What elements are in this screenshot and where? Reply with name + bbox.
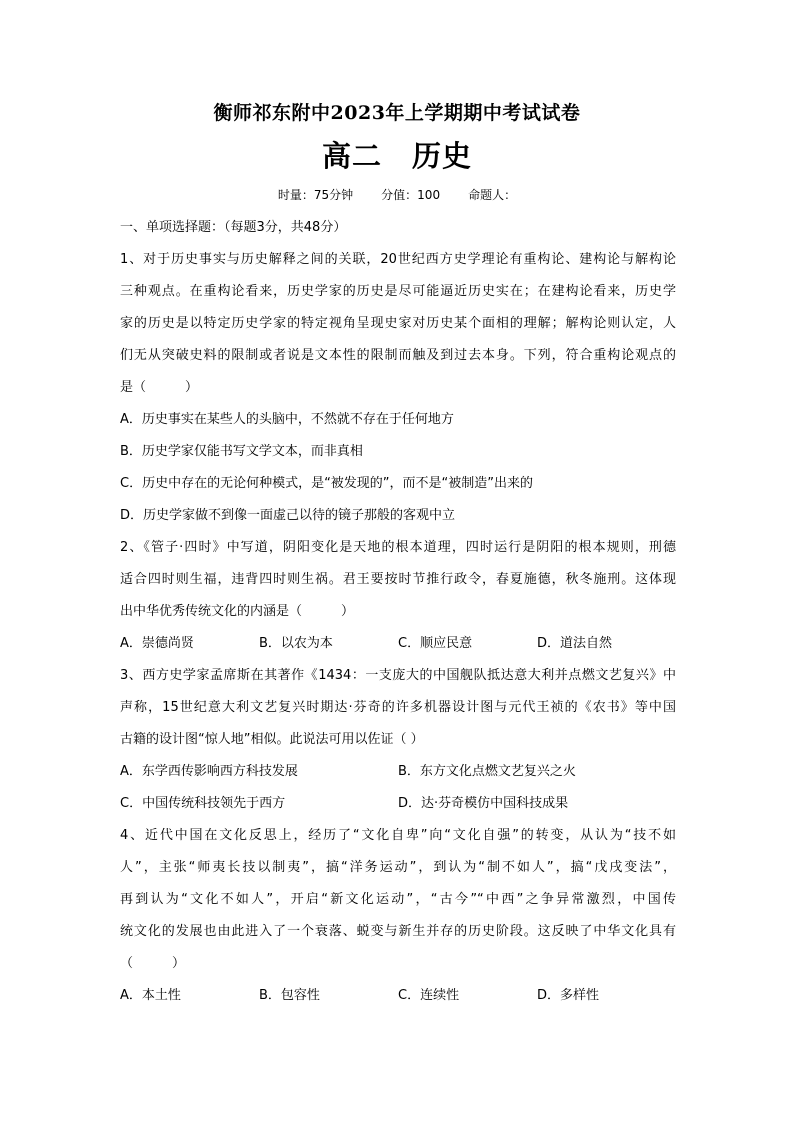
option-c: C．中国传统科技领先于西方 — [120, 796, 286, 811]
question-stem-line: 声称，15世纪意大利文艺复兴时期达·芬奇的许多机器设计图与元代王祯的《农书》等中国 — [120, 700, 676, 715]
question-stem-line: 们无从突破史料的限制或者说是文本性的限制而触及到过去本身。下列，符合重构论观点的 — [120, 348, 676, 363]
question-stem-line: 家的历史是以特定历史学家的特定视角呈现史家对历史某个面相的理解；解构论则认定，人 — [120, 316, 676, 331]
grade-label: 高二 — [321, 139, 382, 173]
subject-label: 历史 — [412, 139, 473, 173]
question-1 — [120, 244, 676, 532]
option-b: B．历史学家仅能书写文学文本，而非真相 — [120, 444, 363, 459]
exam-title: 衡师祁东附中2023年上学期期中考试试卷 — [213, 102, 581, 124]
exam-body — [120, 212, 676, 1012]
question-stem-line: 人”，主张“师夷长技以制夷”，搞“洋务运动”，到认为“制不如人”，搞“戊戌变法”， — [120, 860, 676, 875]
question-4 — [120, 820, 676, 1012]
section-heading: 一、单项选择题：（每题3分，共48分） — [120, 220, 347, 235]
question-stem-line: 统文化的发展也由此进入了一个衰落、蜕变与新生并存的历史阶段。这反映了中华文化具有 — [120, 924, 676, 939]
option-a: A．东学西传影响西方科技发展 — [120, 764, 298, 779]
option-b: B．以农为本 — [259, 636, 333, 651]
option-c: C．顺应民意 — [398, 636, 473, 651]
question-stem-line: 3、西方史学家孟席斯在其著作《1434：一支庞大的中国舰队抵达意大利并点燃文艺复兴》中 — [120, 668, 676, 683]
question-stem-line: 再到认为“文化不如人”，开启“新文化运动”，“古今”“中西”之争异常激烈，中国传 — [120, 892, 676, 907]
option-d: D．历史学家做不到像一面虚己以待的镜子那般的客观中立 — [120, 508, 456, 523]
option-d: D．达·芬奇模仿中国科技成果 — [398, 796, 569, 811]
option-a: A．历史事实在某些人的头脑中，不然就不存在于任何地方 — [120, 412, 454, 427]
option-c: C．历史中存在的无论何种模式，是“被发现的”，而不是“被制造”出来的 — [120, 476, 534, 491]
option-d: D．道法自然 — [537, 636, 613, 651]
exam-meta — [0, 186, 794, 203]
exam-author: 命题人： — [468, 188, 517, 202]
question-stem-line: 是（ ） — [120, 380, 199, 395]
question-stem-line: 古籍的设计图“惊人地”相似。此说法可用以佐证（ ） — [120, 732, 424, 747]
option-b: B．包容性 — [259, 988, 320, 1003]
question-3 — [120, 660, 676, 820]
option-b: B．东方文化点燃文艺复兴之火 — [398, 764, 576, 779]
question-2 — [120, 532, 676, 660]
question-stem-line: 4、近代中国在文化反思上，经历了“文化自卑”向“文化自强”的转变，从认为“技不如 — [120, 828, 676, 843]
question-stem-line: 适合四时则生福，违背四时则生祸。君王要按时节推行政令，春夏施德，秋冬施刑。这体现 — [120, 572, 676, 587]
question-stem-line: 出中华优秀传统文化的内涵是（ ） — [120, 604, 355, 619]
question-stem-line: 2、《管子·四时》中写道，阴阳变化是天地的根本道理，四时运行是阴阳的根本规则，刑德 — [120, 540, 676, 555]
exam-score: 分值：100 — [381, 188, 441, 202]
option-row — [120, 756, 676, 788]
option-d: D．多样性 — [537, 988, 600, 1003]
exam-time: 时量：75分钟 — [277, 188, 354, 202]
option-row — [120, 628, 676, 660]
option-row — [120, 980, 676, 1012]
option-a: A．崇德尚贤 — [120, 636, 194, 651]
option-c: C．连续性 — [398, 988, 460, 1003]
option-row — [120, 788, 676, 820]
question-stem-line: （ ） — [120, 956, 186, 971]
question-stem-line: 1、对于历史事实与历史解释之间的关联，20世纪西方史学理论有重构论、建构论与解构论 — [120, 252, 676, 267]
option-a: A．本土性 — [120, 988, 181, 1003]
subject-title — [0, 134, 794, 175]
question-stem-line: 三种观点。在重构论看来，历史学家的历史是尽可能逼近历史实在；在建构论看来，历史学 — [120, 284, 676, 299]
